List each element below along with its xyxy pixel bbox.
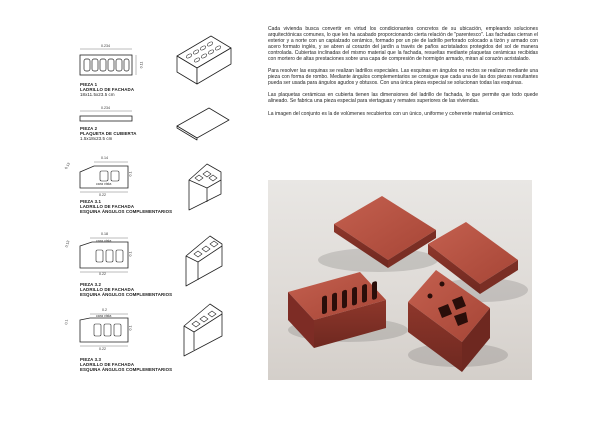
- piece-3-2-cara-vista: cara vista: [96, 239, 112, 243]
- piece-3-3-dim-top: 0.2: [102, 308, 107, 312]
- piece-1-title: PIEZA 1: [80, 82, 98, 87]
- piece-3-3-isometric: [180, 300, 226, 360]
- piece-3-2-label: [80, 282, 172, 298]
- piece-1-dim-width: 0.11: [139, 61, 144, 69]
- piece-3-1-size: ESQUINA ÁNGULOS COMPLEMENTARIOS: [80, 209, 173, 215]
- piece-3-3-dim-diag: 0.1: [64, 319, 69, 325]
- piece-3-2-dim-top: 0.18: [101, 232, 108, 236]
- description-text: [268, 26, 538, 123]
- piece-3-2-title: PIEZA 3.2: [80, 282, 101, 287]
- piece-1-dim-length: 0.234: [101, 44, 110, 48]
- piece-3-1-isometric: [185, 160, 225, 216]
- piece-3-1-dim-bottom: 0.22: [99, 193, 106, 197]
- piece-3-2-isometric: [182, 232, 226, 290]
- piece-1-plan-drawing: [80, 46, 140, 82]
- piece-3-2-size: ESQUINA ÁNGULOS COMPLEMENTARIOS: [80, 292, 173, 298]
- paragraph-4: La imagen del conjunto es la de volúmenes recubiertos con un único, uniforme y coherente material cerámico.: [268, 110, 515, 117]
- piece-3-1-dim-side: 0.1: [128, 171, 133, 177]
- piece-3-2-dim-bottom: 0.22: [99, 272, 106, 276]
- piece-3-2-name: LADRILLO DE FACHADA: [80, 287, 135, 293]
- piece-3-3-plan-drawing: [70, 312, 140, 352]
- piece-2-name: PLAQUETA DE CUBIERTA: [80, 131, 137, 137]
- paragraph-3: Las plaquetas cerámicas en cubierta tienen las dimensiones del ladrillo de fachada, lo que permite que todo quede alineado. Se fabrica una pieza especial para viertaguas y remates superiores de las viviendas.: [268, 92, 538, 105]
- bricks-photo: [268, 180, 532, 380]
- piece-3-3-size: ESQUINA ÁNGULOS COMPLEMENTARIOS: [80, 367, 173, 373]
- piece-3-3-title: PIEZA 3.3: [80, 357, 101, 362]
- piece-1-size: 18x11.5x23.5 cm: [80, 92, 115, 98]
- piece-3-1-plan-drawing: [70, 160, 140, 196]
- piece-3-1-label: [80, 199, 172, 215]
- piece-3-2-dim-diag: 0.13: [64, 240, 71, 248]
- piece-1-isometric: [175, 34, 233, 86]
- piece-3-3-name: LADRILLO DE FACHADA: [80, 362, 135, 368]
- piece-3-1-cara-vista: cara vista: [96, 182, 112, 186]
- piece-2-label: [80, 126, 137, 142]
- piece-2-isometric: [175, 106, 231, 140]
- piece-1-name: LADRILLO DE FACHADA: [80, 87, 135, 93]
- piece-2-dim-length: 0.234: [101, 106, 110, 110]
- piece-2-plan-drawing: [80, 108, 140, 124]
- piece-3-3-dim-side: 0.1: [128, 325, 133, 331]
- piece-3-3-cara-vista: cara vista: [96, 314, 112, 318]
- piece-1-label: [80, 82, 134, 98]
- bricks-photo-illustration: [268, 180, 532, 380]
- piece-2-title: PIEZA 2: [80, 126, 98, 131]
- piece-3-2-dim-side: 0.1: [128, 251, 133, 257]
- piece-3-3-dim-bottom: 0.22: [99, 347, 106, 351]
- piece-3-1-title: PIEZA 3.1: [80, 199, 101, 204]
- piece-2-size: 1.5x18x23.5 cm: [80, 136, 113, 142]
- paragraph-2: Para resolver las esquinas se realizan ladrillos especiales. Las esquinas en ángulos no rectos se realizan mediante una pieza con forma de rombo. Mediante ángulos complementarios se consigue que cada una de las dos piezas resultantes pueda ser usada para ángulos agudos y obtusos. Con una única pieza especial se solucionan todas las esquinas.: [268, 68, 538, 87]
- piece-3-1-dim-diag: 0.13: [64, 161, 71, 171]
- piece-3-3-label: [80, 357, 172, 373]
- piece-3-1-name: LADRILLO DE FACHADA: [80, 204, 135, 210]
- piece-3-1-dim-top: 0.14: [101, 156, 108, 160]
- paragraph-1: Cada vivienda busca convertir en virtud los condicionantes concretos de su ubicación, empleando soluciones arquitectónicas comunes, lo que les ha acabado proporcionando cierta relación de "parentesco". Las fachadas cierran el exterior y a norte con un capialzado cerámico, formado por un pie de ladrillo perforado colocado a tizón y armado con acero formato inglés, y se abren al corazón del jardín a través de paños acristalados protegidos del sol de manera controlada. Cubiertas inclinadas del mismo material que la fachada, resueltas mediante plaquetas cerámicas recibidas con mortero de altas prestaciones sobre una capa de compresión de hormigón armado, miran al corazón acristalado.: [268, 26, 538, 63]
